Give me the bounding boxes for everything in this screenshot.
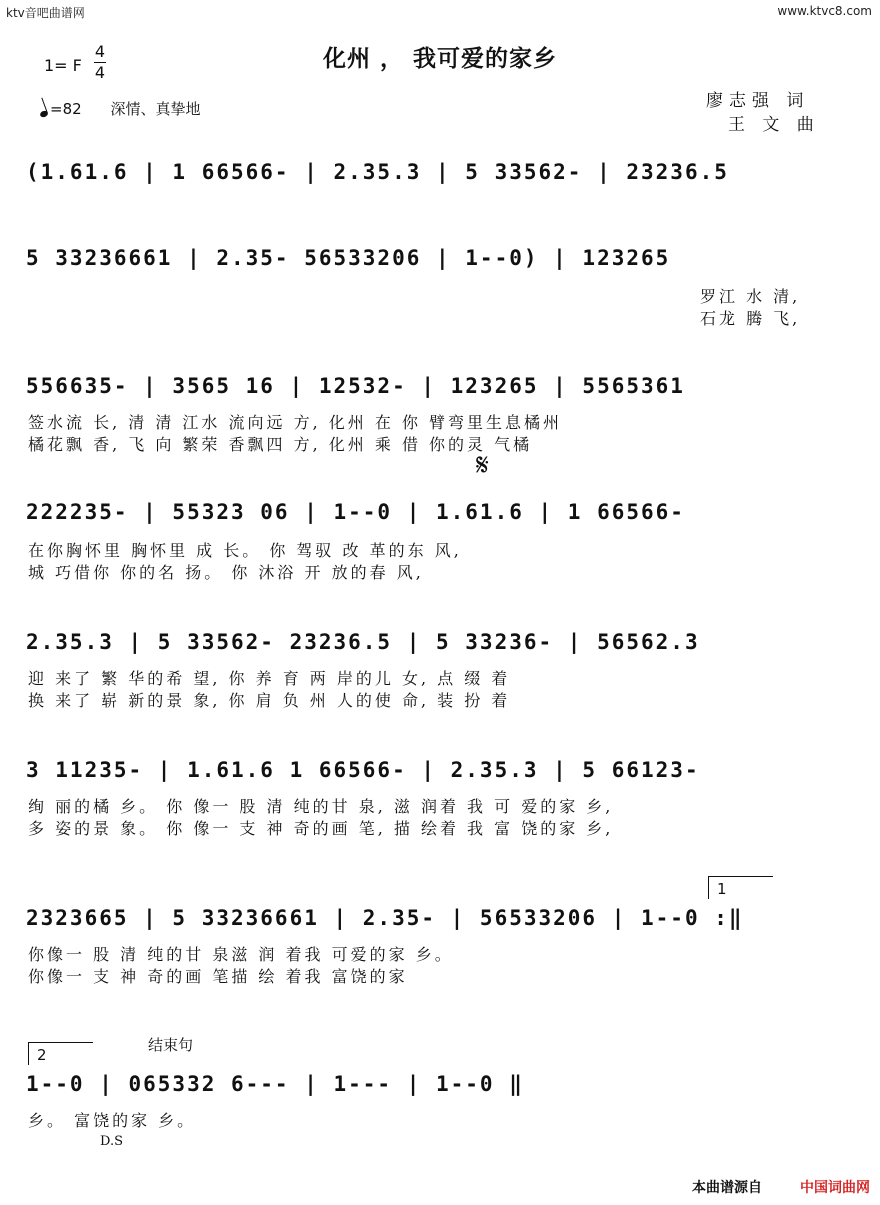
lyric-line-1-v2: 石龙 腾 飞, bbox=[700, 309, 801, 328]
quarter-note-icon bbox=[39, 110, 49, 118]
music-line-3: 556635- | 3565 16 | 12532- | 123265 | 5565361 bbox=[26, 374, 685, 398]
watermark-right: www.ktvc8.com bbox=[777, 4, 872, 18]
lyric-line-1-v1: 罗江 水 清, bbox=[700, 287, 801, 306]
segno-icon: 𝄋 bbox=[476, 448, 489, 483]
lyric-line-2-v2: 橘花飘 香, 飞 向 繁荣 香飘四 方, 化州 乘 借 你的灵 气橘 bbox=[28, 435, 533, 454]
lyric-line-4-v2: 换 来了 崭 新的景 象, 你 肩 负 州 人的使 命, 装 扮 着 bbox=[28, 691, 511, 710]
first-ending-number: 1 bbox=[717, 880, 727, 898]
lyric-line-7-v1: 乡。 富饶的家 乡。 bbox=[28, 1111, 197, 1130]
music-line-2: 5 33236661 | 2.35- 56533206 | 1--0) | 123265 bbox=[26, 246, 671, 270]
music-line-7: 2323665 | 5 33236661 | 2.35- | 56533206 | 1--0 :‖ bbox=[26, 906, 744, 930]
music-line-4: 222235- | 55323 06 | 1--0 | 1.61.6 | 1 66566- bbox=[26, 500, 685, 524]
lyric-line-6-v1: 你像一 股 清 纯的甘 泉滋 润 着我 可爱的家 乡。 bbox=[28, 945, 454, 964]
lyric-line-5-v2: 多 姿的景 象。 你 像一 支 神 奇的画 笔, 描 绘着 我 富 饶的家 乡, bbox=[28, 819, 614, 838]
time-signature bbox=[94, 42, 106, 83]
lyric-line-4-v1: 迎 来了 繁 华的希 望, 你 养 育 两 岸的儿 女, 点 缀 着 bbox=[28, 669, 511, 688]
key-signature: 1= F bbox=[44, 56, 82, 75]
expression-mark: 深情、真挚地 bbox=[110, 100, 201, 118]
tempo-marking bbox=[40, 98, 200, 119]
meter-bottom: 4 bbox=[94, 63, 106, 82]
lyric-line-6-v2: 你像一 支 神 奇的画 笔描 绘 着我 富饶的家 bbox=[28, 967, 408, 986]
music-line-8: 1--0 | 065332 6--- | 1--- | 1--0 ‖ bbox=[26, 1072, 524, 1096]
lyricist: 廖志强 词 bbox=[706, 91, 810, 111]
footer-source: 本曲谱源自 bbox=[692, 1180, 762, 1196]
second-ending-bracket bbox=[28, 1042, 93, 1065]
music-line-1: (1.61.6 | 1 66566- | 2.35.3 | 5 33562- | 23236.5 bbox=[26, 160, 729, 184]
watermark-left: ktv音吧曲谱网 bbox=[6, 6, 85, 20]
footer-site-link[interactable]: 中国词曲网 bbox=[800, 1180, 870, 1196]
first-ending-bracket bbox=[708, 876, 773, 899]
music-line-5: 2.35.3 | 5 33562- 23236.5 | 5 33236- | 56562.3 bbox=[26, 630, 700, 654]
tempo-value: =82 bbox=[50, 100, 82, 118]
music-line-6: 3 11235- | 1.61.6 1 66566- | 2.35.3 | 5 66123- bbox=[26, 758, 700, 782]
composer: 王 文 曲 bbox=[728, 115, 820, 135]
finale-label: 结束句 bbox=[148, 1036, 194, 1054]
lyric-line-3-v1: 在你胸怀里 胸怀里 成 长。 你 驾驭 改 革的东 风, bbox=[28, 541, 462, 560]
second-ending-number: 2 bbox=[37, 1046, 47, 1064]
lyric-line-2-v1: 签水流 长, 清 清 江水 流向远 方, 化州 在 你 臂弯里生息橘州 bbox=[28, 413, 563, 432]
meter-top: 4 bbox=[94, 42, 106, 61]
lyric-line-3-v2: 城 巧借你 你的名 扬。 你 沐浴 开 放的春 风, bbox=[28, 563, 424, 582]
dal-segno-mark: D.S bbox=[100, 1134, 123, 1149]
song-title: 化州 ， 我可爱的家乡 bbox=[322, 46, 557, 72]
lyric-line-5-v1: 绚 丽的橘 乡。 你 像一 股 清 纯的甘 泉, 滋 润着 我 可 爱的家 乡, bbox=[28, 797, 614, 816]
